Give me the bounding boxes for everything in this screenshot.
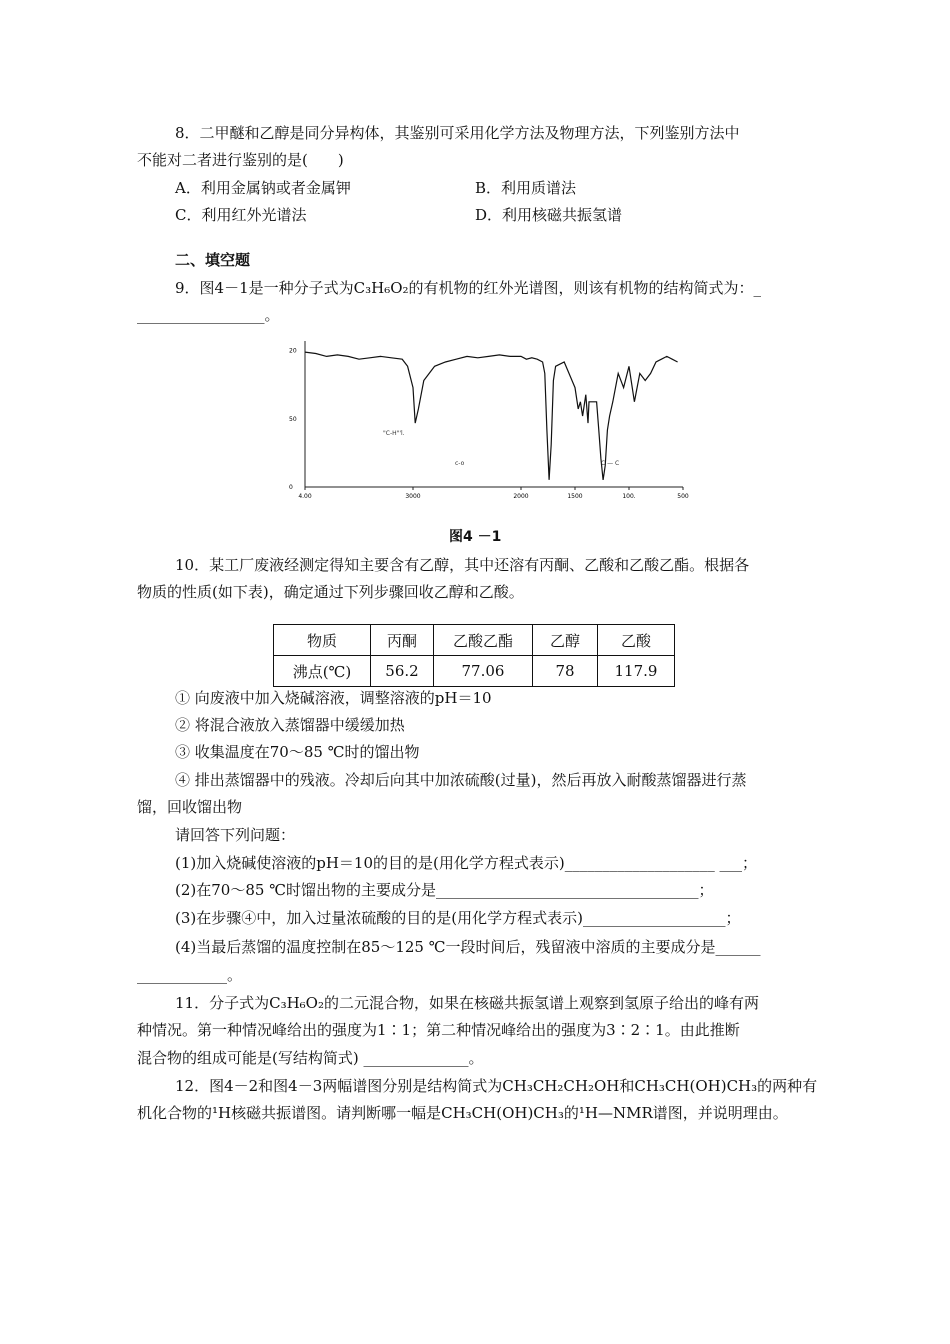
table-header-cell: 乙酸乙酯 xyxy=(434,625,533,656)
q10-step-4-line-2: 馏，回收馏出物 xyxy=(137,798,243,816)
plot-frame xyxy=(305,341,683,487)
x-tick-label: 4.00 xyxy=(298,493,312,500)
q8-option-a: A．利用金属钠或者金属钾 xyxy=(175,179,351,197)
q8-option-d: D．利用核磁共振氢谱 xyxy=(475,206,623,224)
q10-sub-4-line-1: (4)当最后蒸馏的温度控制在85～125 ℃一段时间后，残留液中溶质的主要成分是______ xyxy=(175,938,761,956)
table-cell: 117.9 xyxy=(598,656,675,687)
peak-annotations xyxy=(383,430,619,467)
table-row xyxy=(274,656,675,687)
table-cell: 56.2 xyxy=(371,656,434,687)
y-tick-label: 50 xyxy=(289,415,297,423)
q8-stem-line-2: 不能对二者进行鉴别的是( ) xyxy=(137,151,344,169)
series-line xyxy=(305,352,678,480)
q11-stem-line-1: 11．分子式为C₃H₆O₂的二元混合物，如果在核磁共振氢谱上观察到氢原子给出的峰有两 xyxy=(175,994,759,1012)
q10-step-4-line-1: ④ 排出蒸馏器中的残液。冷却后向其中加浓硫酸(过量)，然后再放入耐酸蒸馏器进行蒸 xyxy=(175,771,747,789)
x-tick-label: 1500 xyxy=(567,493,583,500)
annotation-co: c-o xyxy=(455,460,465,467)
q11-stem-line-2: 种情况。第一种情况峰给出的强度为1∶1；第二种情况峰给出的强度为3∶2∶1。由此推断 xyxy=(137,1021,740,1039)
q10-sub-2: (2)在70～85 ℃时馏出物的主要成分是___________________________________； xyxy=(175,881,714,899)
table-header-row xyxy=(274,625,675,656)
q10-sub-1: (1)加入烧碱使溶液的pH＝10的目的是(用化学方程式表示)____________________ ___； xyxy=(175,854,757,872)
q10-step-3: ③ 收集温度在70～85 ℃时的馏出物 xyxy=(175,743,420,761)
table-cell: 沸点(℃) xyxy=(274,656,371,687)
q10-step-2: ② 将混合液放入蒸馏器中缓缓加热 xyxy=(175,716,405,734)
y-tick-label: 0 xyxy=(289,484,293,491)
table-cell: 78 xyxy=(533,656,598,687)
q12-stem-line-1: 12．图4－2和图4－3两幅谱图分别是结构简式为CH₃CH₂CH₂OH和CH₃CH(OH)CH₃的两种有 xyxy=(175,1077,818,1095)
q9-stem-line-1: 9．图4－1是一种分子式为C₃H₆O₂的有机物的红外光谱图，则该有机物的结构简式为：_ xyxy=(175,279,762,297)
x-tick-label: 100. xyxy=(622,493,636,500)
annotation-ch: "C-H"'l. xyxy=(383,430,405,437)
q8-option-c: C．利用红外光谱法 xyxy=(175,206,307,224)
figure-caption: 图4 －1 xyxy=(449,529,502,545)
table-header-cell: 物质 xyxy=(274,625,371,656)
x-tick-label: 2000 xyxy=(513,493,529,500)
section-title-fill-in: 二、填空题 xyxy=(175,251,251,269)
ir-spectrum-chart xyxy=(283,335,693,507)
q8-stem-line-1: 8．二甲醚和乙醇是同分异构体，其鉴别可采用化学方法及物理方法，下列鉴别方法中 xyxy=(175,124,740,142)
q10-prompt: 请回答下列问题： xyxy=(175,826,296,844)
table-cell: 77.06 xyxy=(434,656,533,687)
q10-stem-line-2: 物质的性质(如下表)，确定通过下列步骤回收乙醇和乙酸。 xyxy=(137,583,524,601)
x-tick-label: 500 xyxy=(677,493,689,500)
boiling-point-table xyxy=(273,624,675,687)
q9-stem-line-2: _________________。 xyxy=(137,306,280,324)
annotation-cc: C — C xyxy=(601,460,620,467)
table-header-cell: 丙酮 xyxy=(371,625,434,656)
q10-stem-line-1: 10．某工厂废液经测定得知主要含有乙醇，其中还溶有丙酮、乙酸和乙酸乙酯。根据各 xyxy=(175,556,750,574)
q8-option-b: B．利用质谱法 xyxy=(475,179,577,197)
table-header-cell: 乙酸 xyxy=(598,625,675,656)
q10-sub-3: (3)在步骤④中，加入过量浓硫酸的目的是(用化学方程式表示)___________________； xyxy=(175,909,741,927)
q11-stem-line-3: 混合物的组成可能是(写结构简式) ______________。 xyxy=(137,1049,484,1067)
table-header-cell: 乙醇 xyxy=(533,625,598,656)
q12-stem-line-2: 机化合物的¹H核磁共振谱图。请判断哪一幅是CH₃CH(OH)CH₃的¹H—NMR谱图，并说明理由。 xyxy=(137,1104,788,1122)
q10-step-1: ① 向废液中加入烧碱溶液，调整溶液的pH＝10 xyxy=(175,689,492,707)
x-tick-label: 3000 xyxy=(405,493,421,500)
y-tick-label: 20 xyxy=(289,347,297,355)
q10-sub-4-line-2: ____________。 xyxy=(137,966,243,984)
